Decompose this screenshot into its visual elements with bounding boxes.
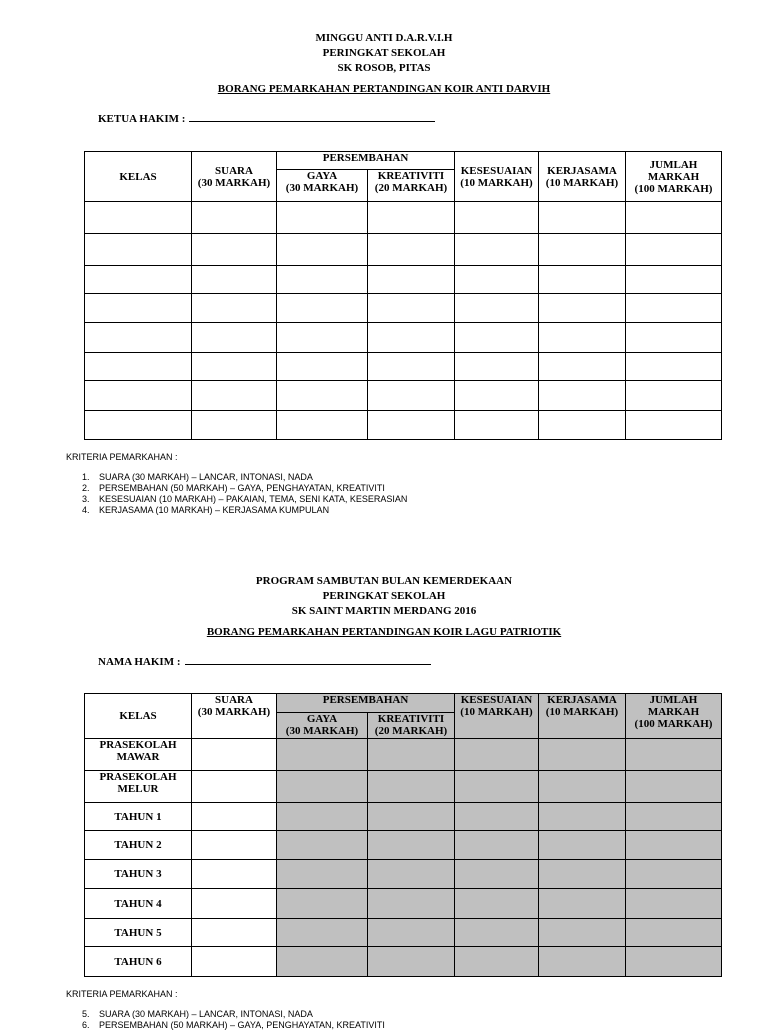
table-row: [85, 771, 722, 803]
table-row: [85, 831, 722, 860]
form2-header-line-3: SK SAINT MARTIN MERDANG 2016: [291, 605, 477, 617]
form2-criteria-title: KRITERIA PEMARKAHAN :: [66, 989, 178, 999]
table-row: [85, 803, 722, 831]
form1-header-line-3: SK ROSOB, PITAS: [337, 62, 431, 74]
table-row: [85, 234, 722, 266]
table-row: [85, 381, 722, 411]
table-row: [85, 294, 722, 323]
form2-col-suara: SUARA (30 MARKAH): [192, 694, 277, 739]
row-label-prasekolah-melur: PRASEKOLAH MELUR: [85, 771, 192, 803]
table-row: [85, 353, 722, 381]
form1-col-gaya: GAYA (30 MARKAH): [277, 170, 368, 202]
form2-col-kesesuaian: KESESUAIAN (10 MARKAH): [455, 694, 539, 739]
form1-col-persembahan: PERSEMBAHAN: [277, 152, 455, 170]
list-item: 2. PERSEMBAHAN (50 MARKAH) – GAYA, PENGHAYATAN, KREATIVITI: [82, 483, 385, 493]
row-label-tahun-3: TAHUN 3: [85, 860, 192, 889]
table-row: [85, 889, 722, 919]
row-label-tahun-2: TAHUN 2: [85, 831, 192, 860]
form1-judge-label: KETUA HAKIM :: [98, 113, 186, 125]
list-item: 6. PERSEMBAHAN (50 MARKAH) – GAYA, PENGHAYATAN, KREATIVITI: [82, 1020, 385, 1030]
form2-col-kerjasama: KERJASAMA (10 MARKAH): [539, 694, 626, 739]
form2-title-text: BORANG PEMARKAHAN PERTANDINGAN KOIR LAGU PATRIOTIK: [206, 626, 562, 638]
form1-col-kelas: KELAS: [85, 152, 192, 202]
table-row: [85, 266, 722, 294]
form2-header-line-1: PROGRAM SAMBUTAN BULAN KEMERDEKAAN: [255, 575, 513, 587]
form1-score-table: [84, 151, 722, 440]
row-label-tahun-4: TAHUN 4: [85, 889, 192, 919]
table-row: [85, 323, 722, 353]
form1-col-kerjasama: KERJASAMA (10 MARKAH): [539, 152, 626, 202]
form1-col-suara: SUARA (30 MARKAH): [192, 152, 277, 202]
form1-title: [0, 83, 768, 96]
form2-col-jumlah: JUMLAH MARKAH (100 MARKAH): [626, 694, 722, 739]
form2-col-kreativiti: KREATIVITI (20 MARKAH): [368, 713, 455, 739]
form1-col-jumlah: JUMLAH MARKAH (100 MARKAH): [626, 152, 722, 202]
form1-criteria-title: KRITERIA PEMARKAHAN :: [66, 452, 178, 462]
form2-criteria-list: [82, 1009, 385, 1031]
form2-header-line-2: PERINGKAT SEKOLAH: [322, 590, 446, 602]
row-label-tahun-5: TAHUN 5: [85, 919, 192, 947]
form2-score-table: [84, 693, 722, 977]
row-label-tahun-1: TAHUN 1: [85, 803, 192, 831]
table-row: [85, 860, 722, 889]
form2-title: [0, 626, 768, 639]
list-item: 5. SUARA (30 MARKAH) – LANCAR, INTONASI, NADA: [82, 1009, 313, 1019]
form2-judge-blank-line[interactable]: [185, 655, 431, 665]
form1-judge-blank-line[interactable]: [189, 112, 435, 122]
table-row: [85, 411, 722, 440]
form2-judge-label: NAMA HAKIM :: [98, 656, 181, 668]
form1-title-text: BORANG PEMARKAHAN PERTANDINGAN KOIR ANTI DARVIH: [217, 83, 551, 95]
form1-header-line-1: MINGGU ANTI D.A.R.V.I.H: [315, 32, 453, 44]
form2-judge-field: [98, 655, 431, 668]
row-label-tahun-6: TAHUN 6: [85, 947, 192, 977]
form2-col-kelas: KELAS: [85, 694, 192, 739]
table-row: [85, 739, 722, 771]
list-item: 4. KERJASAMA (10 MARKAH) – KERJASAMA KUMPULAN: [82, 505, 330, 515]
table-row: [85, 202, 722, 234]
form1-criteria-list: [82, 472, 407, 516]
list-item: 3. KESESUAIAN (10 MARKAH) – PAKAIAN, TEMA, SENI KATA, KESERASIAN: [82, 494, 408, 504]
form1-col-kesesuaian: KESESUAIAN (10 MARKAH): [455, 152, 539, 202]
form2-col-gaya: GAYA (30 MARKAH): [277, 713, 368, 739]
form1-judge-field: [98, 112, 435, 125]
form1-cell[interactable]: [85, 202, 192, 234]
table-row: [85, 919, 722, 947]
list-item: 1. SUARA (30 MARKAH) – LANCAR, INTONASI, NADA: [82, 472, 313, 482]
form1-col-kreativiti: KREATIVITI (20 MARKAH): [368, 170, 455, 202]
row-label-prasekolah-mawar: PRASEKOLAH MAWAR: [85, 739, 192, 771]
form2-col-persembahan: PERSEMBAHAN: [277, 694, 455, 713]
form1-header-line-2: PERINGKAT SEKOLAH: [322, 47, 446, 59]
table-row: [85, 947, 722, 977]
